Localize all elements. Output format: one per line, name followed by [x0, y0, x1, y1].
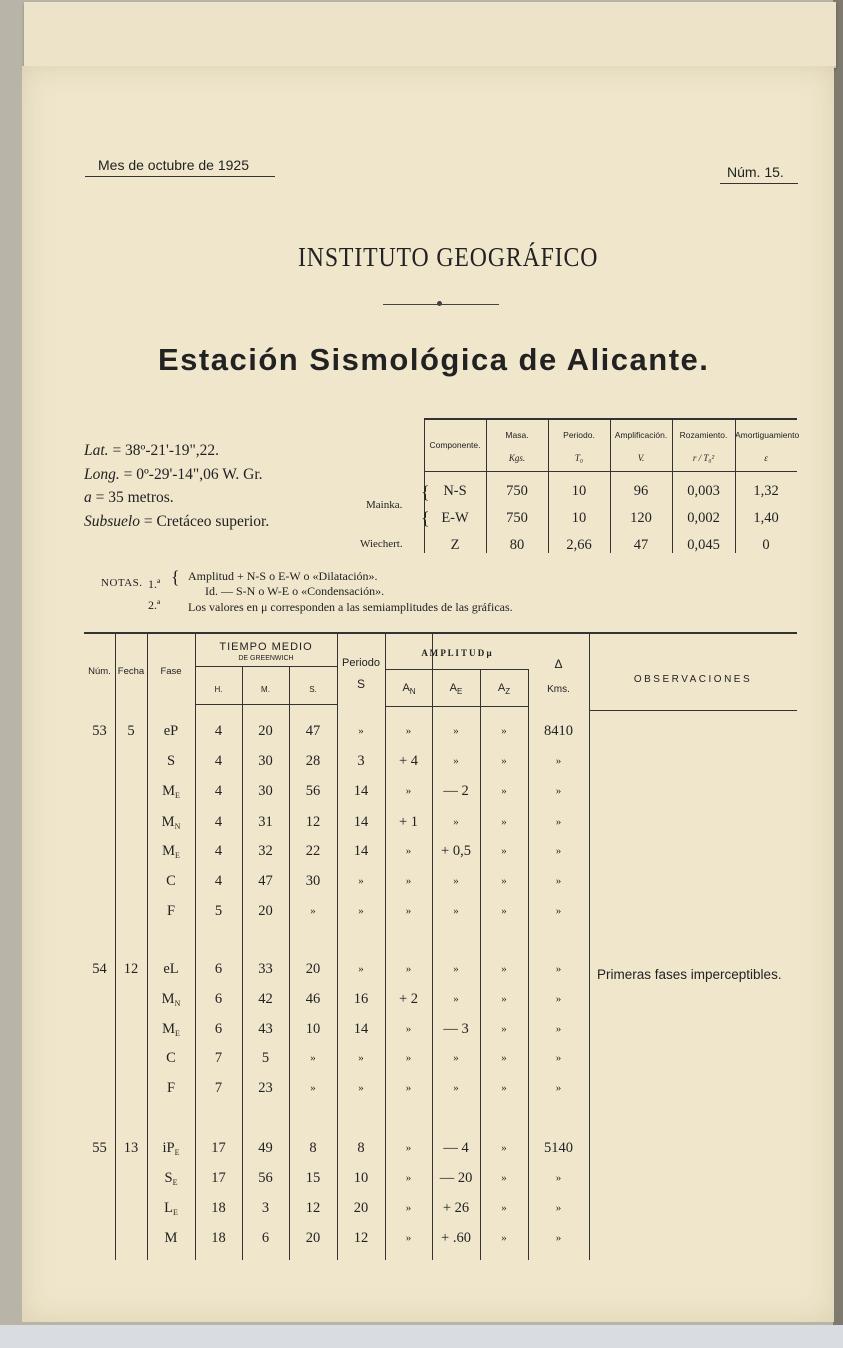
cell-fecha	[115, 841, 147, 861]
cell-num: 53	[92, 723, 107, 739]
cell-num	[84, 781, 115, 801]
tiempo-subheader-rule	[195, 666, 337, 667]
cell-d: »	[555, 905, 562, 917]
cell-fase: $M_N$	[161, 991, 181, 1008]
cell-m: 30	[258, 783, 273, 799]
cell-fecha	[115, 871, 147, 891]
cell-per: 10	[353, 1170, 369, 1186]
cell-m: 20	[258, 903, 273, 919]
cell-h: 4	[214, 843, 223, 859]
cell-s: 12	[305, 814, 321, 830]
cell-num	[84, 1198, 115, 1218]
cell-fase: F	[166, 903, 176, 919]
cell-h: 4	[214, 753, 223, 769]
cell-m: 30	[258, 753, 273, 769]
cell-ae: »	[453, 755, 459, 767]
cell-m: 32	[258, 843, 273, 859]
cell-az: »	[501, 1052, 507, 1064]
amplitud-subheader-rule	[385, 669, 528, 670]
cell-per: »	[358, 1052, 364, 1064]
cell-an: »	[405, 875, 412, 887]
constants-header-roz: Rozamiento.	[679, 430, 728, 440]
cell-fecha	[115, 1168, 147, 1188]
cell-m: 42	[258, 991, 273, 1007]
table-top-rule	[84, 632, 797, 634]
cell-h: 4	[214, 814, 223, 830]
cell-d: »	[555, 845, 562, 857]
instrument-label-mainka: Mainka.	[366, 499, 403, 511]
constants-unit-period: T₀	[574, 453, 584, 463]
altitude: a = 35 metros.	[84, 489, 174, 506]
cell-d: 8410	[544, 723, 573, 739]
cell-m: 23	[258, 1080, 273, 1096]
constants-cell-comp: E-W	[441, 510, 469, 526]
cell-h: 6	[214, 1021, 223, 1037]
cell-an: »	[405, 1082, 412, 1094]
cell-ae: »	[453, 725, 459, 737]
cell-an: »	[405, 1232, 412, 1244]
cell-fase: $M_E$	[162, 1021, 180, 1038]
cell-m: 43	[258, 1021, 273, 1037]
constants-cell-ampl: 120	[630, 510, 652, 526]
instrument-label-wiechert: Wiechert.	[360, 538, 403, 550]
cell-az: »	[501, 755, 507, 767]
cell-fecha	[115, 989, 147, 1009]
cell-az: »	[501, 993, 507, 1005]
cell-fase: eL	[163, 961, 179, 977]
constants-cell-mass: 80	[509, 537, 525, 553]
cell-ae: — 4	[443, 1140, 469, 1156]
cell-s: 22	[305, 843, 321, 859]
amplitud-bottom-rule	[385, 706, 528, 707]
header-ae: $A_E$	[449, 682, 463, 696]
cell-num	[84, 751, 115, 771]
cell-per: 3	[357, 753, 365, 769]
cell-s: 20	[305, 1230, 321, 1246]
constants-cell-mass: 750	[506, 483, 528, 499]
cell-m: 20	[258, 723, 273, 739]
cell-az: »	[501, 725, 507, 737]
obs-header-rule	[589, 710, 797, 711]
cell-per: »	[358, 725, 364, 737]
divider-dot	[437, 301, 442, 306]
cell-num	[84, 901, 115, 921]
cell-ae: »	[453, 816, 459, 828]
constants-cell-amort: 1,40	[753, 510, 779, 526]
cell-an: »	[405, 905, 412, 917]
cell-az: »	[501, 905, 507, 917]
cell-ae: — 2	[443, 783, 469, 799]
cell-num	[84, 1019, 115, 1039]
cell-ae: »	[453, 993, 459, 1005]
cell-h: 6	[214, 961, 223, 977]
cell-az: »	[501, 1202, 507, 1214]
header-fecha: Fecha	[117, 666, 145, 677]
month-underline	[85, 176, 275, 177]
cell-per: 14	[353, 843, 369, 859]
cell-d: »	[555, 1052, 562, 1064]
cell-per: »	[358, 905, 364, 917]
cell-ae: »	[453, 1052, 459, 1064]
previous-page-edge	[24, 2, 836, 68]
observation-note: Primeras fases imperceptibles.	[597, 967, 782, 982]
note-2: Los valores en μ corresponden a las semiamplitudes de las gráficas.	[188, 600, 513, 614]
cell-h: 7	[214, 1080, 223, 1096]
constants-cell-ampl: 96	[633, 483, 649, 499]
cell-num	[84, 871, 115, 891]
cell-fase: $M_E$	[162, 843, 180, 860]
cell-an: + 2	[398, 991, 419, 1007]
cell-az: »	[501, 1232, 507, 1244]
cell-az: »	[501, 785, 507, 797]
cell-fase: C	[166, 873, 176, 889]
note-1a: Amplitud + N-S o E-W o «Dilatación».	[188, 569, 378, 583]
constants-unit-ampl: V.	[637, 453, 645, 463]
constants-cell-period: 10	[571, 483, 587, 499]
cell-an: »	[405, 1142, 412, 1154]
cell-s: 46	[305, 991, 321, 1007]
cell-an: »	[405, 785, 412, 797]
cell-d: »	[555, 816, 562, 828]
cell-an: + 4	[398, 753, 419, 769]
cell-d: »	[555, 1023, 562, 1035]
table-col-rule	[589, 634, 590, 1260]
note-1b: Id. — S-N o W-E o «Condensación».	[205, 584, 385, 598]
header-an: $A_N$	[402, 682, 416, 696]
constants-cell-comp: Z	[450, 537, 460, 553]
cell-an: »	[405, 1052, 412, 1064]
cell-h: 4	[214, 723, 223, 739]
cell-ae: »	[453, 875, 459, 887]
cell-num	[84, 1168, 115, 1188]
cell-fecha	[115, 1198, 147, 1218]
cell-fase: F	[166, 1080, 176, 1096]
cell-fecha: 5	[127, 723, 135, 739]
header-seconds: S.	[309, 685, 317, 694]
constants-cell-amort: 0	[762, 537, 770, 553]
cell-fase: $M_E$	[162, 783, 180, 800]
cell-num	[84, 841, 115, 861]
constants-col-rule	[672, 418, 673, 472]
header-num: Núm.	[88, 666, 111, 677]
cell-per: 12	[353, 1230, 369, 1246]
cell-per: 8	[357, 1140, 365, 1156]
cell-fecha	[115, 812, 147, 832]
institution-title: INSTITUTO GEOGRÁFICO	[298, 242, 599, 272]
constants-unit-roz: r / T₀²	[692, 453, 715, 463]
tiempo-bottom-rule	[195, 704, 337, 705]
cell-az: »	[501, 1142, 507, 1154]
cell-d: 5140	[544, 1140, 573, 1156]
cell-h: 18	[211, 1230, 226, 1246]
constants-unit-mass: Kgs.	[508, 453, 526, 463]
cell-d: »	[555, 755, 562, 767]
longitude: Long. = 0º-29'-14",06 W. Gr.	[84, 466, 263, 483]
cell-ae: »	[453, 963, 459, 975]
constants-cell-period: 2,66	[566, 537, 592, 553]
cell-fecha	[115, 751, 147, 771]
cell-az: »	[501, 1023, 507, 1035]
cell-m: 5	[261, 1050, 270, 1066]
cell-s: 15	[305, 1170, 321, 1186]
constants-cell-roz: 0,002	[687, 510, 720, 526]
cell-s: 30	[305, 873, 321, 889]
cell-per: 16	[353, 991, 369, 1007]
cell-ae: — 20	[439, 1170, 473, 1186]
cell-d: »	[555, 785, 562, 797]
cell-s: »	[310, 1082, 316, 1094]
cell-d: »	[555, 1202, 562, 1214]
cell-fase: $S_E$	[164, 1170, 178, 1187]
latitude: Lat. = 38º-21'-19",22.	[84, 442, 220, 459]
cell-ae: + 26	[442, 1200, 470, 1216]
cell-m: 47	[258, 873, 273, 889]
month-heading: Mes de octubre de 1925	[98, 157, 249, 173]
cell-d: »	[555, 875, 562, 887]
header-periodo: Periodo	[342, 657, 380, 669]
cell-per: 20	[353, 1200, 369, 1216]
brace-mainka-top: {	[421, 482, 430, 502]
cell-fecha	[115, 901, 147, 921]
brace-mainka-bottom: {	[421, 508, 430, 528]
cell-num	[84, 812, 115, 832]
header-periodo-unit: S	[356, 677, 365, 691]
note-2-number: 2.ª	[148, 598, 161, 612]
cell-num	[84, 1048, 115, 1068]
cell-d: »	[555, 1082, 562, 1094]
cell-num: 54	[92, 961, 107, 977]
cell-fase: $L_E$	[164, 1200, 178, 1217]
constants-header-mass: Masa.	[505, 430, 529, 440]
header-tiempo: TIEMPO MEDIO	[219, 641, 313, 653]
cell-an: »	[405, 845, 412, 857]
cell-m: 49	[258, 1140, 273, 1156]
cell-m: 56	[258, 1170, 273, 1186]
book-edge	[833, 0, 843, 1348]
constants-col-rule	[486, 418, 487, 472]
header-delta: Δ	[554, 657, 563, 671]
constants-cell-amort: 1,32	[753, 483, 779, 499]
cell-ae: + 0,5	[441, 843, 471, 859]
cell-fase: eP	[163, 723, 179, 739]
cell-az: »	[501, 816, 507, 828]
constants-cell-roz: 0,003	[687, 483, 720, 499]
constants-col-rule	[610, 418, 611, 472]
notes-label: NOTAS.	[101, 577, 143, 589]
cell-h: 6	[214, 991, 223, 1007]
cell-fecha	[115, 781, 147, 801]
cell-h: 4	[214, 873, 223, 889]
cell-fase: M	[164, 1230, 178, 1246]
cell-az: »	[501, 845, 507, 857]
cell-fecha	[115, 1078, 147, 1098]
cell-an: »	[405, 1172, 412, 1184]
cell-ae: — 3	[443, 1021, 469, 1037]
note-1-brace: {	[171, 567, 180, 587]
cell-d: »	[555, 1232, 562, 1244]
cell-fase: $M_N$	[161, 814, 181, 831]
cell-d: »	[555, 1172, 562, 1184]
cell-per: 14	[353, 1021, 369, 1037]
constants-col-rule	[548, 418, 549, 472]
constants-cell-period: 10	[571, 510, 587, 526]
cell-m: 31	[258, 814, 273, 830]
cell-an: + 1	[398, 814, 419, 830]
station-title: Estación Sismológica de Alicante.	[158, 342, 710, 377]
cell-fecha	[115, 1228, 147, 1248]
cell-s: 8	[309, 1140, 317, 1156]
cell-az: »	[501, 1172, 507, 1184]
header-fase: Fase	[160, 666, 182, 677]
background-strip	[0, 1325, 843, 1348]
cell-an: »	[405, 725, 412, 737]
cell-m: 6	[261, 1230, 270, 1246]
cell-s: 47	[305, 723, 321, 739]
constants-header-ampl: Amplificación.	[614, 430, 668, 440]
cell-d: »	[555, 993, 562, 1005]
cell-s: »	[310, 905, 316, 917]
cell-h: 18	[211, 1200, 226, 1216]
cell-num	[84, 989, 115, 1009]
header-tiempo-sub: DE GREENWICH	[238, 655, 294, 662]
constants-unit-amort: ε	[764, 453, 768, 463]
constants-cell-mass: 750	[506, 510, 528, 526]
constants-cell-roz: 0,045	[687, 537, 720, 553]
cell-s: 12	[305, 1200, 321, 1216]
constants-header-comp: Componente.	[429, 440, 481, 450]
cell-s: 56	[305, 783, 321, 799]
cell-per: »	[358, 963, 364, 975]
header-minutes: M.	[261, 685, 270, 694]
cell-s: 28	[305, 753, 321, 769]
constants-col-rule	[735, 418, 736, 472]
subsoil: Subsuelo = Cretáceo superior.	[84, 513, 270, 530]
cell-per: 14	[353, 814, 369, 830]
cell-fase: $iP_E$	[162, 1140, 180, 1157]
cell-az: »	[501, 1082, 507, 1094]
note-1-number: 1.ª	[148, 577, 161, 591]
cell-d: »	[555, 963, 562, 975]
cell-ae: + .60	[441, 1230, 471, 1246]
cell-ae: »	[453, 905, 459, 917]
cell-s: 10	[305, 1021, 321, 1037]
header-az: $A_Z$	[497, 682, 511, 696]
cell-s: »	[310, 1052, 316, 1064]
cell-fecha: 12	[123, 961, 139, 977]
cell-s: 20	[305, 961, 321, 977]
cell-fase: S	[166, 753, 176, 769]
cell-fase: C	[166, 1050, 176, 1066]
constants-header-amort: Amortiguamiento	[735, 430, 800, 440]
cell-ae: »	[453, 1082, 459, 1094]
cell-h: 5	[214, 903, 223, 919]
cell-az: »	[501, 875, 507, 887]
header-hours: H.	[214, 685, 223, 694]
cell-h: 17	[211, 1170, 226, 1186]
header-kms: Kms.	[547, 684, 570, 695]
bulletin-number: Núm. 15.	[727, 164, 784, 180]
cell-num: 55	[92, 1140, 107, 1156]
cell-h: 7	[214, 1050, 223, 1066]
cell-num	[84, 1078, 115, 1098]
cell-num	[84, 1228, 115, 1248]
cell-an: »	[405, 1202, 412, 1214]
cell-per: »	[358, 1082, 364, 1094]
cell-an: »	[405, 963, 412, 975]
cell-fecha	[115, 1019, 147, 1039]
cell-h: 4	[214, 783, 223, 799]
cell-per: »	[358, 875, 364, 887]
cell-fecha	[115, 1048, 147, 1068]
header-observaciones: OBSERVACIONES	[633, 674, 753, 685]
number-underline	[720, 183, 798, 184]
constants-cell-comp: N-S	[443, 483, 467, 499]
cell-per: 14	[353, 783, 369, 799]
cell-m: 3	[261, 1200, 270, 1216]
cell-m: 33	[258, 961, 273, 977]
header-amplitud: A M P L I T U D μ	[421, 648, 492, 658]
cell-h: 17	[211, 1140, 226, 1156]
constants-header-period: Periodo.	[563, 430, 595, 440]
cell-fecha: 13	[123, 1140, 139, 1156]
cell-az: »	[501, 963, 507, 975]
cell-an: »	[405, 1023, 412, 1035]
constants-cell-ampl: 47	[633, 537, 649, 553]
